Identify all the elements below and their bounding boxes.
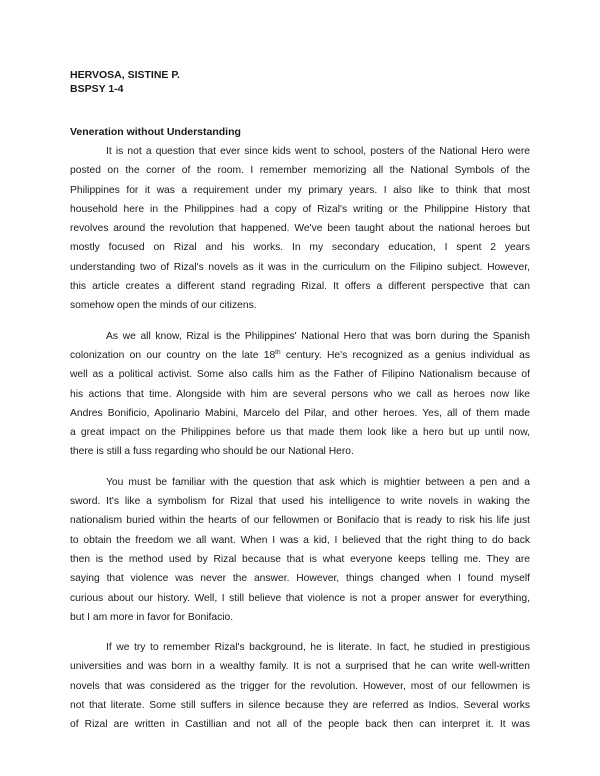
text-line: sword. It's like a symbolism for Rizal that used his intelligence to write novels in waking the — [70, 496, 530, 508]
text-line: but I am more in favor for Bonifacio. — [70, 611, 234, 623]
text-line: understanding two of Rizal's novels as it was in the curriculum on the Filipino subject. However, — [70, 261, 530, 273]
text-line: this article creates a different stand regrading Rizal. It offers a different perspective that can — [70, 281, 530, 293]
text-fragment: colonization on our country on the late 18 — [70, 349, 276, 361]
text-line: nationalism buried within the hearts of our fellowmen or Bonifacio that is ready to risk his life just — [70, 515, 530, 527]
author-name: HERVOSA, SISTINE P. — [70, 69, 180, 81]
text-line: saying that violence was never the answer. However, things changed when I found myself — [70, 573, 530, 585]
text-fragment: century. He's recognized as a genius individual as — [280, 349, 530, 361]
text-line: You must be familiar with the question that ask which is mightier between a pen and a — [106, 476, 530, 488]
text-line: then is the method used by Rizal because that is what everyone keeps telling me. They are — [70, 553, 530, 565]
paragraph-3 — [70, 473, 530, 627]
document-page — [70, 68, 530, 735]
text-line: If we try to remember Rizal's background, he is literate. In fact, he studied in prestigious — [106, 642, 530, 654]
text-line: Andres Bonificio, Apolinario Mabini, Marcelo del Pilar, and other heroes. Yes, all of them made — [70, 407, 530, 419]
text-line: somehow open the minds of our citizens. — [70, 300, 257, 312]
paragraph-2 — [70, 327, 530, 462]
text-line: universities and was born in a wealthy family. It is not a surprised that he can write well-written — [70, 661, 530, 673]
text-line: of Rizal are written in Castillian and not all of the people back then can interpret it. It was — [70, 719, 530, 731]
text-line: a great impact on the Philippines before us that made them look like a hero but up until now, — [70, 427, 530, 439]
essay-title: Veneration without Understanding — [70, 126, 241, 138]
text-line: there is still a fuss regarding who should be our National Hero. — [70, 446, 354, 458]
text-line: curious about our history. Well, I still believe that violence is not a proper answer for everything, — [70, 592, 530, 604]
text-line: It is not a question that ever since kids went to school, posters of the National Hero were — [106, 146, 530, 157]
text-line: not that literate. Some still suffers in silence because they are referred as Indios. Several works — [70, 700, 530, 712]
text-line: household here in the Philippines had a copy of Rizal's writing or the Philippine History that — [70, 203, 530, 215]
text-line: to obtain the freedom we all want. When I was a kid, I believed that the right thing to do back — [70, 534, 530, 546]
ordinal-superscript: th — [275, 348, 281, 356]
text-line: novels that was considered as the trigger for the revolution. However, most of our fellowmen is — [70, 680, 530, 692]
text-line: well as a political activist. Some also calls him as the Father of Filipino Nationalism because of — [70, 369, 530, 381]
text-line-with-superscript — [70, 346, 530, 365]
text-line: posted on the corner of the room. I remember memorizing all the National Symbols of the — [70, 165, 530, 177]
text-line: revolves around the revolution that happened. We've been taught about the national heroes but — [70, 223, 530, 235]
text-line: mostly focused on Rizal and his works. In my secondary education, I spent 2 years — [70, 242, 530, 254]
text-line: Philippines for it was a requirement under my primary years. I also like to think that most — [70, 184, 530, 196]
paragraph-1 — [70, 142, 530, 316]
text-line: his actions that time. Alongside with him are several persons who we call as heroes now like — [70, 388, 530, 400]
class-section: BSPSY 1-4 — [70, 83, 124, 95]
paragraph-4 — [70, 638, 530, 734]
text-line: As we all know, Rizal is the Philippines' National Hero that was born during the Spanish — [106, 330, 530, 342]
